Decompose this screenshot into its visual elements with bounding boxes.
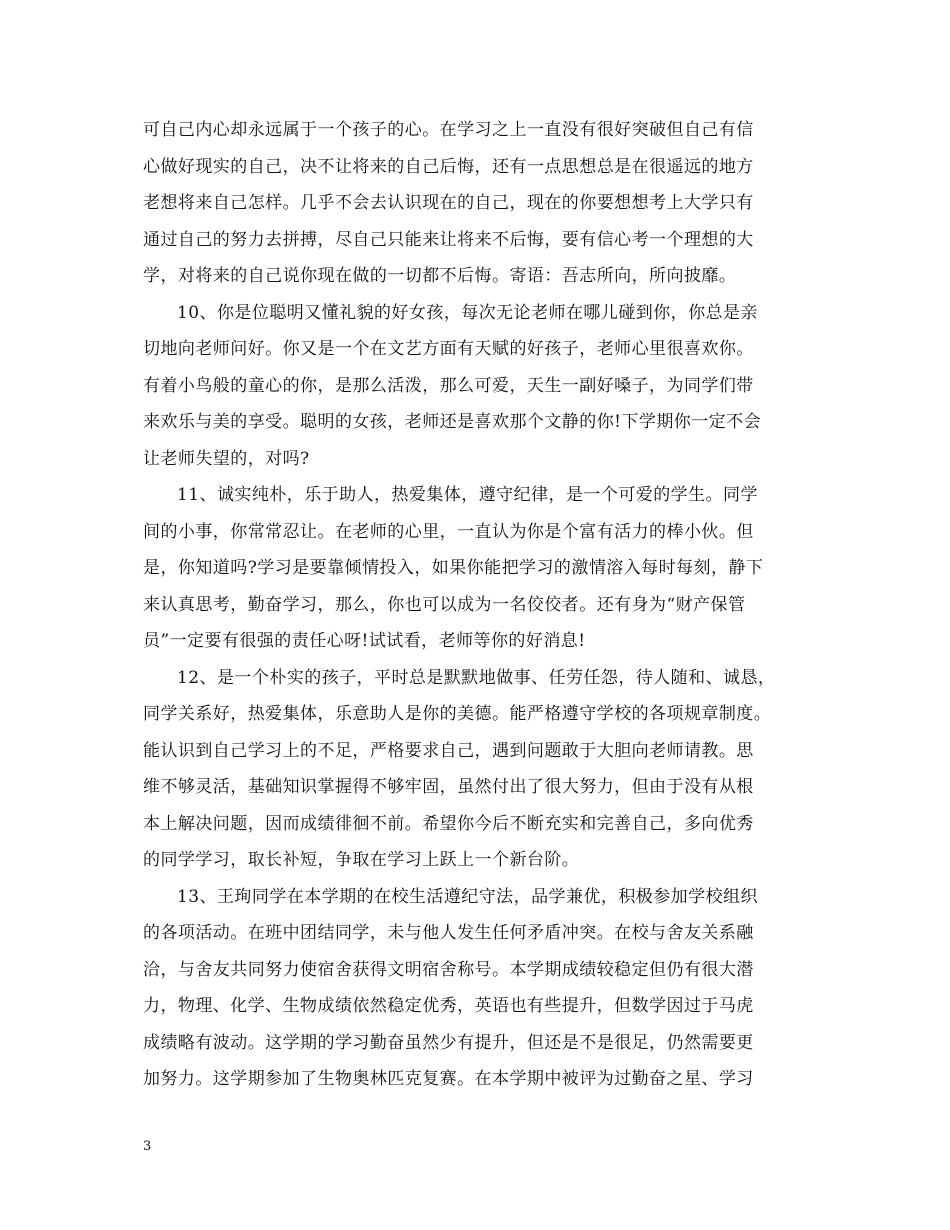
- text-line: 10、你是位聪明又懂礼貌的好女孩，每次无论老师在哪儿碰到你，你总是亲: [177, 302, 758, 323]
- text-line: 来认真思考，勤奋学习，那么，你也可以成为一名佼佼者。还有身为“财产保管: [143, 594, 746, 615]
- text-line: 学，对将来的自己说你现在做的一切都不后悔。寄语：吾志所向，所向披靡。: [143, 266, 737, 286]
- text-line: 老想将来自己怎样。几乎不会去认识现在的自己，现在的你要想想考上大学只有: [143, 193, 754, 213]
- text-line: 可自己内心却永远属于一个孩子的心。在学习之上一直没有很好突破但自己有信: [143, 120, 754, 140]
- text-line: 来欢乐与美的享受。聪明的女孩，老师还是喜欢那个文静的你!下学期你一定不会: [143, 412, 762, 432]
- text-line: 的各项活动。在班中团结同学，未与他人发生任何矛盾冲突。在校与舍友关系融: [143, 923, 754, 943]
- body-text: [143, 112, 805, 1098]
- text-line: 洽，与舍友共同努力使宿舍获得文明宿舍称号。本学期成绩较稳定但仍有很大潜: [143, 959, 754, 980]
- text-line: 维不够灵活，基础知识掌握得不够牢固，虽然付出了很大努力，但由于没有从根: [143, 777, 754, 797]
- text-line: 11、诚实纯朴，乐于助人，热爱集体，遵守纪律，是一个可爱的学生。同学: [177, 485, 758, 505]
- text-line: 12、是一个朴实的孩子，平时总是默默地做事、任劳任怨，待人随和、诚恳，: [177, 667, 776, 688]
- text-line: 心做好现实的自己，决不让将来的自己后悔，还有一点思想总是在很遥远的地方: [143, 156, 754, 177]
- text-line: 13、王珣同学在本学期的在校生活遵纪守法，品学兼优，积极参加学校组织: [177, 886, 758, 907]
- text-line: 让老师失望的，对吗?: [143, 448, 310, 469]
- text-line: 同学关系好，热爱集体，乐意助人是你的美德。能严格遵守学校的各项规章制度。: [143, 704, 772, 724]
- text-line: 切地向老师问好。你又是一个在文艺方面有天赋的好孩子，老师心里很喜欢你。: [143, 339, 754, 359]
- text-line: 是，你知道吗?学习是要靠倾情投入，如果你能把学习的激情溶入每时每刻，静下: [143, 558, 764, 578]
- text-line: 有着小鸟般的童心的你，是那么活泼，那么可爱，天生一副好嗓子，为同学们带: [143, 375, 754, 396]
- text-line: 间的小事，你常常忍让。在老师的心里，一直认为你是个富有活力的棒小伙。但: [143, 521, 754, 542]
- text-line: 的同学学习，取长补短，争取在学习上跃上一个新台阶。: [143, 850, 580, 870]
- text-line: 力，物理、化学、生物成绩依然稳定优秀，英语也有些提升，但数学因过于马虎: [143, 996, 754, 1016]
- text-line: 通过自己的努力去拼搏，尽自己只能来让将来不后悔，要有信心考一个理想的大: [143, 229, 754, 250]
- text-line: 成绩略有波动。这学期的学习勤奋虽然少有提升，但还是不是很足，仍然需要更: [143, 1032, 754, 1053]
- text-line: 本上解决问题，因而成绩徘徊不前。希望你今后不断充实和完善自己，多向优秀: [143, 813, 754, 834]
- text-line: 加努力。这学期参加了生物奥林匹克复赛。在本学期中被评为过勤奋之星、学习: [143, 1069, 754, 1089]
- text-line: 能认识到自己学习上的不足，严格要求自己，遇到问题敢于大胆向老师请教。思: [143, 740, 754, 761]
- text-line: 员”一定要有很强的责任心呀!试试看，老师等你的好消息!: [143, 631, 586, 651]
- page-number: 3: [143, 1139, 152, 1154]
